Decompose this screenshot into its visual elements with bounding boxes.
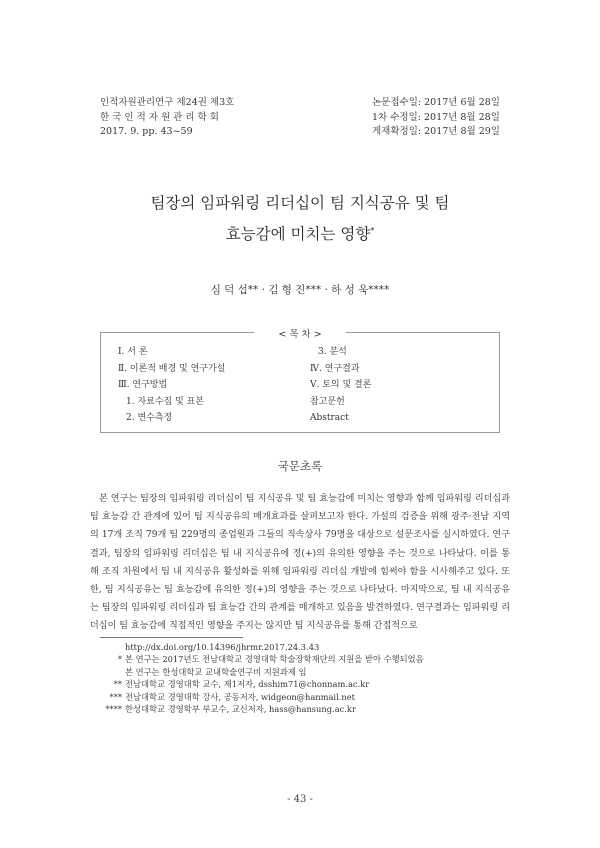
abstract-text: 본 연구는 팀장의 임파워링 리더십이 팀 지식공유 및 팀 효능감에 미치는 영향과 함께 임파워링 리더십과 팀 효능감 간 관계에 있어 팀 지식공유의 매개효과를 살펴보고자 한다. 가설의 검증을 위해 광주·전남 지역의 17개 조직 79개 팀 229명의 종업원과 그들의 직속상사 79명을 대상으로 설문조사를 실시하였다. 연구 결과, 팀장의 임파워링 리더십은 팀 내 지식공유에 정(+)의 유의한 영향을 주는 것으로 나타났다. 이를 통해 조직 차원에서 팀 내 지식공유 활성화를 위해 임파워링 리더십 개발에 힘써야 함을 시사해주고 있다. 또한, 팀 지식공유는 팀 효능감에 유의한 정(+)의 영향을 주는 것으로 나타났다. 마지막으로, 팀 내 지식공유는 팀장의 임파워링 리더십과 팀 효능감 간의 관계를 매개하고 있음을 발견하였다. 연구결과는 임파워링 리더십이 팀 효능감에 직접적인 영향을 주지는 않지만 팀 지식공유를 통해 간접적으로 — [90, 494, 510, 632]
toc-item: 참고문헌 — [310, 396, 345, 407]
journal-info — [100, 96, 234, 140]
abstract-body — [90, 490, 510, 636]
toc-item: Ⅴ. 토의 및 결론 — [310, 380, 372, 391]
footnotes — [96, 641, 424, 715]
toc-right-column — [310, 344, 371, 427]
footnote-funding-2: 본 연구는 한성대학교 교내학술연구비 지원과제 임 — [125, 666, 307, 677]
paper-title-line1: 팀장의 임파워링 리더십이 팀 지식공유 및 팀 — [150, 194, 450, 212]
toc-item: Ⅳ. 연구결과 — [310, 363, 360, 374]
toc-left-column — [118, 344, 225, 427]
issue-pages: 2017. 9. pp. 43~59 — [100, 126, 193, 138]
received-date: 논문접수일: 2017년 6월 28일 — [372, 97, 500, 108]
footnote-funding: * 본 연구는 2017년도 전남대학교 경영대학 학술장학재단의 지원을 받아 수행되었음 — [117, 654, 424, 665]
page-number: - 43 - — [287, 794, 313, 805]
toc-item: Ⅱ. 이론적 배경 및 연구가설 — [118, 363, 226, 374]
footnote-author-2: *** 전남대학교 경영대학 강사, 공동저자, widgeon@hanmail.net — [109, 691, 355, 702]
abstract-heading: 국문초록 — [277, 459, 323, 473]
toc-item: 1. 자료수집 및 표본 — [126, 396, 205, 407]
footnote-author-3: **** 한성대학교 경영학부 부교수, 교신저자, hass@hansung.ac.kr — [105, 704, 356, 715]
revised-date: 1차 수정일: 2017년 8월 28일 — [372, 111, 500, 123]
title-footnote-mark: * — [370, 225, 375, 235]
toc-item: 2. 변수측정 — [126, 413, 173, 424]
submission-dates — [372, 96, 500, 140]
toc-item: Ⅲ. 연구방법 — [118, 380, 168, 391]
footnote-doi: http://dx.doi.org/10.14396/jhrmr.2017.24.3.43 — [125, 642, 320, 652]
footnote-author-1: ** 전남대학교 경영대학 교수, 제1저자, dsshim71@chonnam.ac.kr — [113, 679, 370, 690]
toc-item: Ⅰ. 서 론 — [118, 347, 148, 357]
toc-item: 3. 분석 — [318, 347, 347, 357]
journal-name: 인적자원관리연구 제24권 제3호 — [100, 97, 235, 108]
society-name: 한 국 인 적 자 원 관 리 학 회 — [100, 111, 219, 123]
footnote-divider — [100, 637, 243, 638]
toc-item: Abstract — [310, 413, 349, 424]
paper-title-line2 — [60, 222, 540, 244]
toc-heading: < 목 차 > — [254, 326, 346, 340]
author-list: 심 덕 섭** · 김 형 진*** · 하 성 욱**** — [210, 284, 390, 296]
paper-title-line2-text: 효능감에 미치는 영향 — [225, 225, 371, 243]
accepted-date: 게재확정일: 2017년 8월 29일 — [372, 126, 500, 138]
